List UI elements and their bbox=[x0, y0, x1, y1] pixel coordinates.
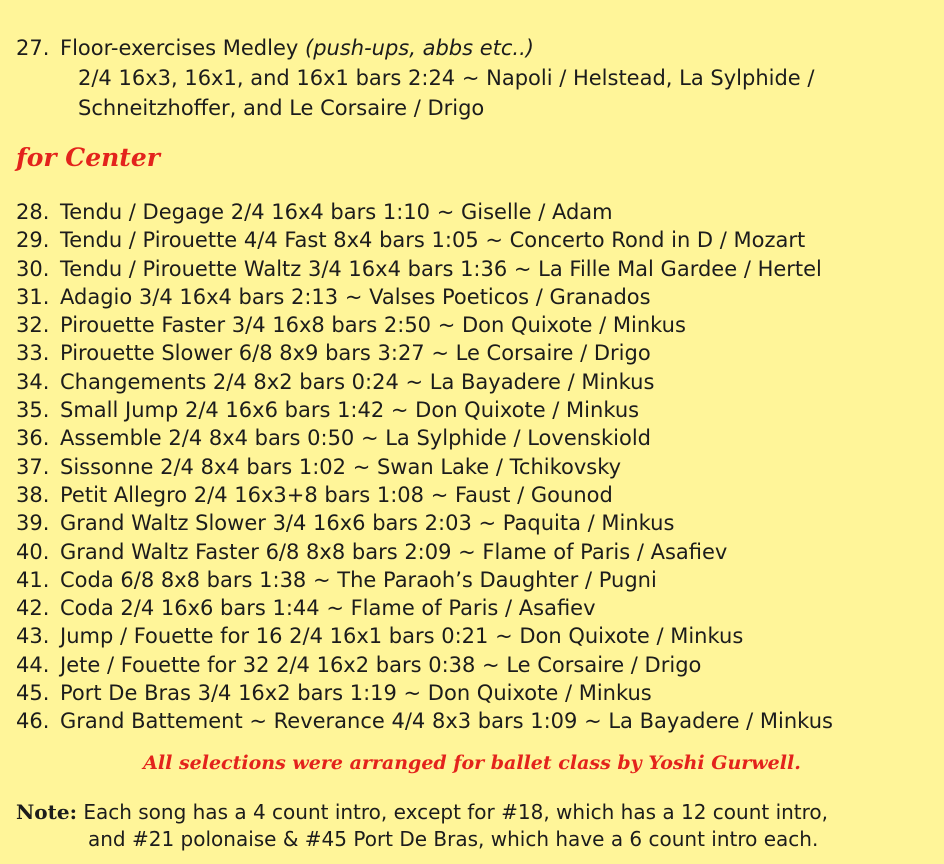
track-text: Tendu / Degage 2/4 16x4 bars 1:10 ~ Giselle / Adam bbox=[60, 200, 613, 224]
track-text: Pirouette Faster 3/4 16x8 bars 2:50 ~ Don Quixote / Minkus bbox=[60, 313, 686, 338]
track-text: Coda 6/8 8x8 bars 1:38 ~ The Paraoh’s Daughter / Pugni bbox=[60, 567, 657, 592]
track-number: 45. bbox=[16, 681, 50, 706]
track-text: Grand Battement ~ Reverance 4/4 8x3 bars 1:09 ~ La Bayadere / Minkus bbox=[60, 709, 833, 734]
track-row bbox=[16, 226, 833, 254]
track-number: 28. bbox=[16, 200, 50, 224]
note-text-line: Each song has a 4 count intro, except for #18, which has a 12 count intro, bbox=[83, 800, 829, 824]
track-title: Floor-exercises Medley bbox=[60, 36, 299, 60]
track-number: 34. bbox=[16, 369, 50, 394]
track-text: Tendu / Pirouette 4/4 Fast 8x4 bars 1:05 ~ Concerto Rond in D / Mozart bbox=[60, 228, 806, 253]
track-text: Sissonne 2/4 8x4 bars 1:02 ~ Swan Lake / Tchikovsky bbox=[60, 454, 622, 479]
track-row bbox=[16, 396, 833, 424]
track-text: Jump / Fouette for 16 2/4 16x1 bars 0:21 ~ Don Quixote / Minkus bbox=[60, 624, 744, 649]
track-details-line: Schneitzhoffer, and Le Corsaire / Drigo bbox=[78, 96, 485, 120]
track-27 bbox=[16, 33, 814, 123]
note-text-line: and #21 polonaise & #45 Port De Bras, which have a 6 count intro each. bbox=[88, 827, 819, 851]
track-text: Port De Bras 3/4 16x2 bars 1:19 ~ Don Quixote / Minkus bbox=[60, 681, 652, 706]
track-row bbox=[16, 509, 833, 537]
track-row bbox=[16, 311, 833, 339]
track-text: Tendu / Pirouette Waltz 3/4 16x4 bars 1:36 ~ La Fille Mal Gardee / Hertel bbox=[60, 256, 822, 281]
track-row bbox=[16, 651, 833, 679]
track-row bbox=[16, 622, 833, 650]
track-number: 33. bbox=[16, 341, 50, 366]
track-number: 46. bbox=[16, 709, 50, 734]
track-number: 38. bbox=[16, 482, 50, 507]
track-number: 32. bbox=[16, 313, 50, 338]
track-number: 35. bbox=[16, 398, 50, 423]
track-row bbox=[16, 679, 833, 707]
track-number: 36. bbox=[16, 426, 50, 451]
track-text: Assemble 2/4 8x4 bars 0:50 ~ La Sylphide / Lovenskiold bbox=[60, 426, 652, 451]
track-number: 43. bbox=[16, 624, 50, 649]
track-text: Pirouette Slower 6/8 8x9 bars 3:27 ~ Le Corsaire / Drigo bbox=[60, 341, 651, 366]
track-row bbox=[16, 538, 833, 566]
track-row bbox=[16, 198, 833, 226]
track-row bbox=[16, 283, 833, 311]
track-number: 27. bbox=[16, 36, 50, 60]
track-number: 39. bbox=[16, 511, 50, 536]
track-number: 31. bbox=[16, 284, 50, 309]
track-row bbox=[16, 594, 833, 622]
section-heading: for Center bbox=[16, 143, 160, 172]
track-text: Changements 2/4 8x2 bars 0:24 ~ La Bayadere / Minkus bbox=[60, 369, 655, 394]
track-text: Grand Waltz Faster 6/8 8x8 bars 2:09 ~ Flame of Paris / Asafiev bbox=[60, 539, 728, 564]
track-number: 29. bbox=[16, 228, 50, 253]
track-row bbox=[16, 453, 833, 481]
arrangement-credit: All selections were arranged for ballet class by Yoshi Gurwell. bbox=[143, 752, 801, 774]
medley-track bbox=[16, 33, 814, 123]
note-block bbox=[16, 799, 828, 853]
track-text: Adagio 3/4 16x4 bars 2:13 ~ Valses Poeticos / Granados bbox=[60, 284, 651, 309]
track-row bbox=[16, 255, 833, 283]
track-text: Grand Waltz Slower 3/4 16x6 bars 2:03 ~ Paquita / Minkus bbox=[60, 511, 675, 536]
track-number: 44. bbox=[16, 652, 50, 677]
note-label: Note: bbox=[16, 800, 77, 824]
track-text: Small Jump 2/4 16x6 bars 1:42 ~ Don Quixote / Minkus bbox=[60, 398, 640, 423]
track-row bbox=[16, 368, 833, 396]
track-details-line: 2/4 16x3, 16x1, and 16x1 bars 2:24 ~ Napoli / Helstead, La Sylphide / bbox=[78, 66, 815, 90]
track-row bbox=[16, 339, 833, 367]
track-text: Jete / Fouette for 32 2/4 16x2 bars 0:38 ~ Le Corsaire / Drigo bbox=[60, 652, 702, 677]
track-row bbox=[16, 566, 833, 594]
track-row bbox=[16, 481, 833, 509]
track-number: 40. bbox=[16, 539, 50, 564]
track-row bbox=[16, 424, 833, 452]
track-text: Petit Allegro 2/4 16x3+8 bars 1:08 ~ Faust / Gounod bbox=[60, 482, 613, 507]
track-number: 37. bbox=[16, 454, 50, 479]
track-number: 30. bbox=[16, 256, 50, 281]
track-text: Coda 2/4 16x6 bars 1:44 ~ Flame of Paris / Asafiev bbox=[60, 596, 596, 621]
center-track-list bbox=[16, 198, 833, 736]
track-row bbox=[16, 707, 833, 735]
track-number: 42. bbox=[16, 596, 50, 621]
track-title-note: (push-ups, abbs etc..) bbox=[305, 36, 534, 60]
track-number: 41. bbox=[16, 567, 50, 592]
